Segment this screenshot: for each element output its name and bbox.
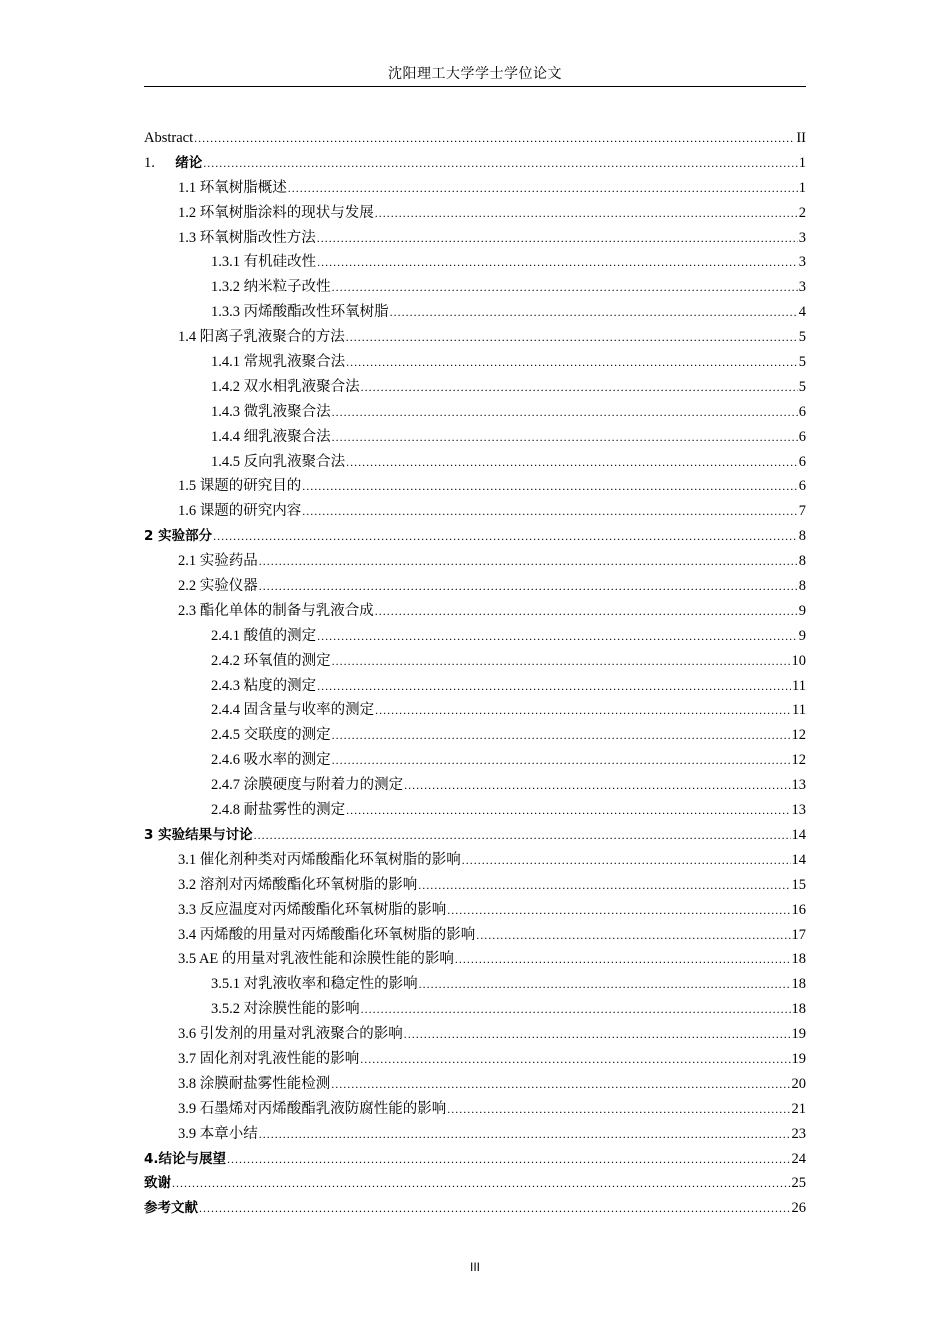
toc-dot-leader — [462, 848, 791, 873]
toc-entry-title: 3.3 反应温度对丙烯酸酯化环氧树脂的影响 — [178, 901, 447, 918]
toc-dot-leader — [332, 400, 798, 425]
toc-dot-leader — [346, 325, 798, 350]
toc-entry-title: 3.6 引发剂的用量对乳液聚合的影响 — [178, 1026, 403, 1043]
toc-entry-page: 25 — [791, 1175, 806, 1192]
toc-entry-page: 19 — [791, 1026, 806, 1043]
toc-entry-title: 1.4.1 常规乳液聚合法 — [211, 354, 346, 371]
toc-entry[interactable] — [144, 997, 806, 1022]
toc-dot-leader — [418, 873, 790, 898]
toc-entry-page: 6 — [798, 453, 806, 470]
toc-dot-leader — [447, 1097, 790, 1122]
toc-entry[interactable] — [144, 574, 806, 599]
toc-entry-title: 2.4.6 吸水率的测定 — [211, 752, 331, 769]
toc-dot-leader — [317, 624, 798, 649]
toc-entry[interactable] — [144, 1196, 806, 1221]
toc-entry-title: 1.4.5 反向乳液聚合法 — [211, 453, 346, 470]
toc-dot-leader — [317, 226, 798, 251]
toc-dot-leader — [404, 773, 790, 798]
toc-entry-page: 7 — [798, 503, 806, 520]
toc-entry[interactable] — [144, 176, 806, 201]
toc-entry-title: 2.4.7 涂膜硬度与附着力的测定 — [211, 777, 404, 794]
toc-entry-title: 2.4.8 耐盐雾性的测定 — [211, 802, 346, 819]
toc-dot-leader — [390, 300, 798, 325]
toc-dot-leader — [199, 1196, 791, 1221]
toc-dot-leader — [259, 549, 798, 574]
toc-entry-page: 3 — [798, 229, 806, 246]
toc-entry-title: 1.4 阳离子乳液聚合的方法 — [178, 329, 345, 346]
toc-dot-leader — [317, 250, 798, 275]
toc-dot-leader — [332, 275, 798, 300]
toc-entry-title: 3 实验结果与讨论 — [144, 826, 253, 843]
toc-entry-page: 5 — [798, 378, 806, 395]
toc-entry-number: 1. — [144, 154, 155, 171]
toc-dot-leader — [332, 748, 791, 773]
toc-entry-title: 3.5.1 对乳液收率和稳定性的影响 — [211, 976, 418, 993]
toc-entry-title: 1.4.4 细乳液聚合法 — [211, 428, 331, 445]
toc-dot-leader — [259, 1122, 791, 1147]
toc-entry[interactable] — [144, 1022, 806, 1047]
toc-entry[interactable] — [144, 898, 806, 923]
toc-entry[interactable] — [144, 1072, 806, 1097]
toc-entry-title: 1.2 环氧树脂涂料的现状与发展 — [178, 204, 374, 221]
toc-entry[interactable] — [144, 723, 806, 748]
toc-entry-page: 5 — [798, 329, 806, 346]
toc-entry-page: 10 — [791, 652, 806, 669]
running-header: 沈阳理工大学学士学位论文 — [388, 67, 562, 82]
toc-entry[interactable] — [144, 972, 806, 997]
toc-dot-leader — [360, 1047, 790, 1072]
toc-entry[interactable] — [144, 499, 806, 524]
toc-dot-leader — [419, 972, 791, 997]
toc-entry-title: Abstract — [144, 130, 194, 146]
toc-entry-page: 16 — [791, 901, 806, 918]
table-of-contents — [144, 126, 806, 1221]
toc-entry[interactable] — [144, 1047, 806, 1072]
toc-entry-title: 3.9 本章小结 — [178, 1125, 258, 1142]
toc-entry-page: 1 — [798, 179, 806, 196]
toc-entry[interactable] — [144, 126, 806, 151]
toc-entry[interactable] — [144, 350, 806, 375]
toc-entry[interactable] — [144, 624, 806, 649]
toc-dot-leader — [476, 923, 790, 948]
toc-entry[interactable] — [144, 1122, 806, 1147]
toc-entry-page: 5 — [798, 354, 806, 371]
toc-entry[interactable] — [144, 375, 806, 400]
toc-entry-page: 2 — [798, 204, 806, 221]
toc-dot-leader — [172, 1171, 791, 1196]
toc-entry-page: 6 — [798, 403, 806, 420]
toc-entry[interactable] — [144, 275, 806, 300]
toc-entry[interactable] — [144, 649, 806, 674]
toc-dot-leader — [346, 350, 798, 375]
toc-entry-title: 1.3 环氧树脂改性方法 — [178, 229, 316, 246]
toc-entry-title: 3.9 石墨烯对丙烯酸酯乳液防腐性能的影响 — [178, 1100, 447, 1117]
toc-entry-title: 1.3.3 丙烯酸酯改性环氧树脂 — [211, 304, 389, 321]
toc-entry-title: 1.5 课题的研究目的 — [178, 478, 302, 495]
toc-dot-leader — [288, 176, 798, 201]
toc-entry-page: 3 — [798, 279, 806, 296]
toc-entry[interactable] — [144, 698, 806, 723]
toc-entry[interactable] — [144, 923, 806, 948]
toc-entry-page: 8 — [798, 553, 806, 570]
toc-entry-page: 26 — [791, 1200, 806, 1217]
toc-entry-page: 18 — [791, 1001, 806, 1018]
toc-entry-title: 致谢 — [144, 1175, 171, 1192]
toc-entry[interactable] — [144, 748, 806, 773]
toc-entry-title: 3.2 溶剂对丙烯酸酯化环氧树脂的影响 — [178, 876, 418, 893]
toc-entry-page: 14 — [791, 851, 806, 868]
toc-entry-title: 2.4.5 交联度的测定 — [211, 727, 331, 744]
toc-entry-title: 3.8 涂膜耐盐雾性能检测 — [178, 1075, 331, 1092]
toc-dot-leader — [361, 997, 791, 1022]
toc-entry[interactable] — [144, 226, 806, 251]
toc-dot-leader — [259, 574, 798, 599]
toc-dot-leader — [254, 823, 791, 848]
toc-entry-page: 6 — [798, 478, 806, 495]
toc-entry-title: 3.7 固化剂对乳液性能的影响 — [178, 1050, 360, 1067]
toc-entry-title: 4.结论与展望 — [144, 1150, 227, 1167]
toc-entry[interactable] — [144, 773, 806, 798]
toc-dot-leader — [346, 798, 790, 823]
page-number: III — [469, 1260, 480, 1274]
toc-dot-leader — [447, 898, 790, 923]
toc-dot-leader — [375, 698, 791, 723]
toc-entry-title: 1.4.2 双水相乳液聚合法 — [211, 378, 360, 395]
toc-entry-page: 13 — [791, 802, 806, 819]
toc-entry[interactable] — [144, 474, 806, 499]
toc-dot-leader — [455, 947, 791, 972]
toc-entry-title: 1.3.2 纳米粒子改性 — [211, 279, 331, 296]
toc-entry-page: 18 — [791, 951, 806, 968]
toc-dot-leader — [346, 450, 798, 475]
toc-entry-page: 11 — [792, 702, 806, 719]
toc-entry-page: 9 — [798, 602, 806, 619]
toc-entry-page: 8 — [798, 578, 806, 595]
toc-entry-title: 3.5 AE 的用量对乳液性能和涂膜性能的影响 — [178, 951, 454, 968]
toc-entry[interactable] — [144, 674, 806, 699]
toc-entry-title: 绪论 — [175, 154, 203, 171]
toc-entry-page: 15 — [791, 876, 806, 893]
toc-entry-page: 6 — [798, 428, 806, 445]
toc-entry-title: 2.3 酯化单体的制备与乳液合成 — [178, 602, 374, 619]
toc-entry-page: 4 — [798, 304, 806, 321]
toc-dot-leader — [194, 126, 795, 151]
toc-entry-title: 2.4.2 环氧值的测定 — [211, 652, 331, 669]
toc-entry-page: 13 — [791, 777, 806, 794]
toc-entry[interactable] — [144, 250, 806, 275]
toc-entry-page: 20 — [791, 1075, 806, 1092]
toc-entry-page: 12 — [791, 752, 806, 769]
toc-entry[interactable] — [144, 947, 806, 972]
toc-dot-leader — [203, 151, 798, 176]
header-rule — [144, 86, 806, 87]
toc-entry[interactable] — [144, 151, 806, 176]
toc-entry-title: 参考文献 — [144, 1200, 198, 1217]
toc-dot-leader — [317, 674, 791, 699]
toc-dot-leader — [332, 649, 791, 674]
toc-dot-leader — [227, 1147, 790, 1172]
toc-entry-page: 18 — [791, 976, 806, 993]
toc-entry-title: 2 实验部分 — [144, 528, 213, 545]
toc-entry-page: 24 — [791, 1150, 806, 1167]
toc-entry[interactable] — [144, 400, 806, 425]
toc-entry-page: 19 — [791, 1050, 806, 1067]
toc-entry-title: 2.4.3 粘度的测定 — [211, 677, 317, 694]
toc-dot-leader — [375, 201, 798, 226]
toc-entry-page: 3 — [798, 254, 806, 271]
toc-entry-title: 2.1 实验药品 — [178, 553, 258, 570]
toc-entry[interactable] — [144, 300, 806, 325]
toc-entry[interactable] — [144, 1097, 806, 1122]
toc-entry-page: 21 — [791, 1100, 806, 1117]
toc-dot-leader — [331, 1072, 790, 1097]
toc-entry-page: 11 — [792, 677, 806, 694]
toc-entry[interactable] — [144, 425, 806, 450]
toc-entry-page: 12 — [791, 727, 806, 744]
toc-entry-page: II — [796, 130, 806, 146]
toc-entry[interactable] — [144, 798, 806, 823]
toc-dot-leader — [302, 474, 798, 499]
toc-entry-title: 1.4.3 微乳液聚合法 — [211, 403, 331, 420]
toc-entry-title: 3.4 丙烯酸的用量对丙烯酸酯化环氧树脂的影响 — [178, 926, 476, 943]
toc-entry[interactable] — [144, 524, 806, 549]
toc-entry[interactable] — [144, 848, 806, 873]
toc-dot-leader — [404, 1022, 791, 1047]
toc-entry-page: 14 — [791, 826, 806, 843]
toc-entry-title: 2.4.1 酸值的测定 — [211, 627, 317, 644]
toc-entry-page: 8 — [798, 528, 806, 545]
toc-entry-page: 1 — [798, 154, 806, 171]
toc-entry-page: 9 — [798, 627, 806, 644]
toc-entry-title: 3.5.2 对涂膜性能的影响 — [211, 1001, 360, 1018]
toc-entry[interactable] — [144, 1147, 806, 1172]
toc-dot-leader — [302, 499, 798, 524]
toc-entry[interactable] — [144, 599, 806, 624]
toc-entry-title: 1.1 环氧树脂概述 — [178, 179, 287, 196]
toc-dot-leader — [332, 723, 791, 748]
toc-dot-leader — [332, 425, 798, 450]
toc-entry-title: 1.6 课题的研究内容 — [178, 503, 302, 520]
toc-entry[interactable] — [144, 823, 806, 848]
toc-entry[interactable] — [144, 549, 806, 574]
toc-dot-leader — [375, 599, 798, 624]
toc-entry[interactable] — [144, 201, 806, 226]
toc-entry-title: 3.1 催化剂种类对丙烯酸酯化环氧树脂的影响 — [178, 851, 461, 868]
toc-dot-leader — [213, 524, 798, 549]
toc-entry[interactable] — [144, 1171, 806, 1196]
toc-dot-leader — [361, 375, 798, 400]
toc-entry[interactable] — [144, 873, 806, 898]
toc-entry[interactable] — [144, 450, 806, 475]
toc-entry[interactable] — [144, 325, 806, 350]
toc-entry-title: 2.4.4 固含量与收率的测定 — [211, 702, 375, 719]
toc-entry-page: 23 — [791, 1125, 806, 1142]
toc-entry-title: 1.3.1 有机硅改性 — [211, 254, 317, 271]
toc-entry-title: 2.2 实验仪器 — [178, 578, 258, 595]
toc-entry-page: 17 — [791, 926, 806, 943]
